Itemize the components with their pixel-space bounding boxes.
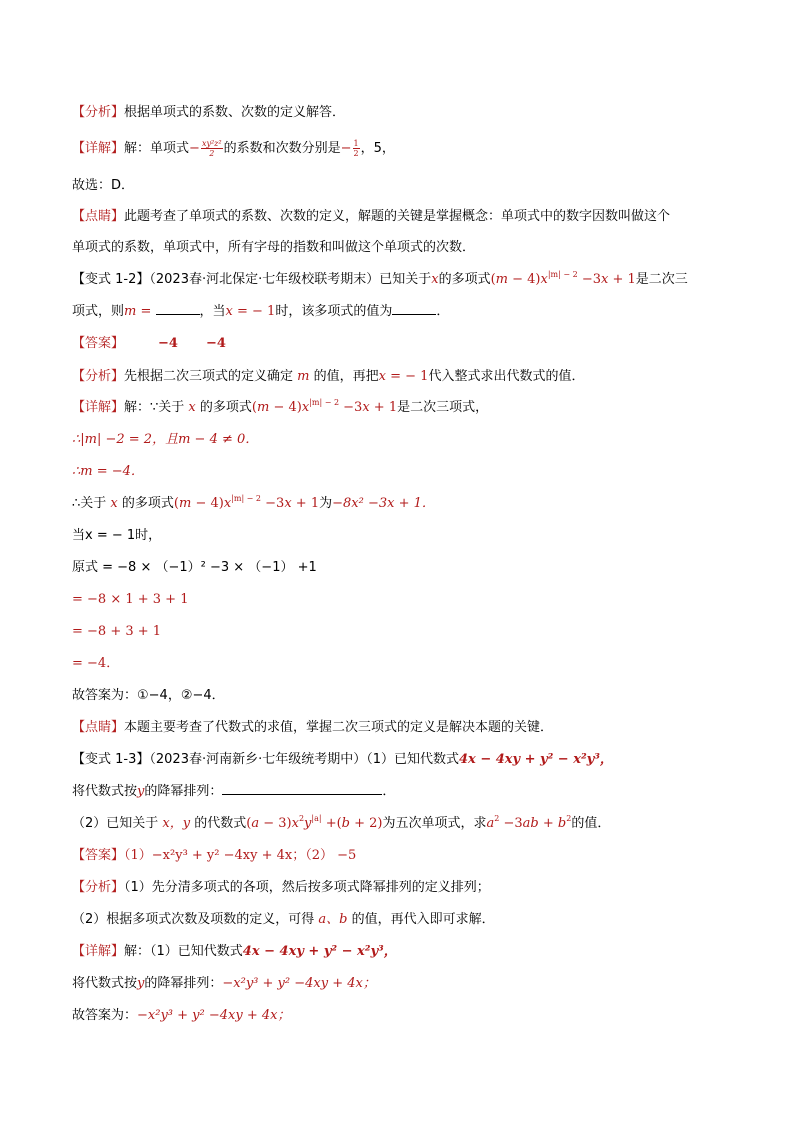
var-ab: a、b [314,912,352,927]
analysis-tag: 【分析】 [72,880,125,895]
answer-blank-3[interactable] [222,782,382,795]
variant-13-source: （2023春·河南新乡·七年级统考期中）（1）已知代数式 [149,752,459,767]
var-xy: x，y [158,816,195,831]
detail-12-6 [72,558,317,578]
variant-12-line-2 [72,302,449,322]
analysis-line-12 [72,367,584,387]
answer-blank-2[interactable] [392,302,436,315]
analysis-13-2a: （2）根据多项式次数及项数的定义，可得 [72,912,315,927]
variant-13-expr: 4x − 4xy + y² − x²y³， [459,752,613,767]
variant-12-tag: 【变式 1-2】 [72,272,150,287]
variant-13-line-2 [72,782,395,802]
degree-five: ，5， [360,141,395,156]
answer-2: −4 [205,336,226,351]
var-y: y [137,976,145,991]
detail-12-10: 故答案为：①−4，②−4． [72,688,225,703]
answer-1: −4 [158,336,178,351]
answer-13: （1）−x²y³ + y² −4xy + 4x；（2） −5 [124,848,357,863]
detail-12-5: 当x = − 1时， [72,528,162,543]
detail-prefix: 解：单项式 [124,141,190,156]
detail-tag: 【详解】 [72,141,125,156]
detail-12-1a: 解：∵关于 [124,400,185,415]
detail-12-1b: 的多项式 [199,400,252,415]
comment-tag: 【点睛】 [72,720,125,735]
variant-12-qa: 的多项式 [438,272,491,287]
answer-blank-1[interactable] [156,302,200,315]
comment-text-1: 此题考查了单项式的系数、次数的定义，解题的关键是掌握概念：单项式中的数字因数叫做这个 [124,209,671,224]
detail-13-3b: −x²y³ + y² −4xy + 4x； [137,1008,291,1023]
m-equals: m = [124,304,156,319]
detail-12-7: = −8 × 1 + 3 + 1 [72,592,189,607]
variant-13-tag: 【变式 1-3】 [72,752,150,767]
analysis-tag: 【分析】 [72,369,125,384]
detail-suffix: 的系数和次数分别是 [223,141,341,156]
analysis-12a: 先根据二次三项式的定义确定 [124,369,294,384]
analysis-13-1: （1）先分清多项式的各项，然后按多项式降幂排列的定义排列； [124,880,490,895]
detail-12-4a: ∴关于 [72,496,107,511]
monomial-fraction [201,139,223,158]
detail-line-13-2 [72,974,376,994]
variant-12-l2a: 项式，则 [72,304,125,319]
detail-12-4c: 为 [319,496,333,511]
half-denominator: 2 [353,149,359,158]
detail-12-9: = −4． [72,656,120,671]
analysis-tag: 【分析】 [72,105,125,120]
detail-line [72,139,395,159]
comment-line-12 [72,718,553,738]
var-x: x [106,496,122,511]
comment-tag: 【点睛】 [72,209,125,224]
detail-12-4 [72,494,435,514]
analysis-line-13 [72,878,490,898]
variant-13-l3c: 为五次单项式，求 [382,816,487,831]
variant-12-end: ． [436,304,450,319]
monomial-expr: $(a - 3)x^2y^{|a|} +(b + 2)$ [246,814,383,831]
analysis-line [72,103,345,123]
fraction-numerator: xy²z² [201,139,222,148]
var-y: y [137,784,145,799]
var-x: x [184,400,200,415]
variant-12-l2c: 时，该多项式的值为 [275,304,393,319]
var-x: x [431,272,439,287]
fraction-denominator: 2 [209,149,215,158]
detail-12-8: = −8 + 3 + 1 [72,624,162,639]
detail-tag: 【详解】 [72,400,125,415]
polynomial-expr: $(m - 4)x^{|m| - 2} -3x + 1$ [251,398,398,415]
detail-line-13-1 [72,942,397,962]
answer-tag: 【答案】 [72,848,125,863]
variant-13-l3a: （2）已知关于 [72,816,159,831]
detail-13-3a: 故答案为： [72,1008,138,1023]
variant-12-source: （2023春·河北保定·七年级校联考期末）已知关于 [149,272,432,287]
minus-sign: − [340,141,352,156]
minus-sign: − [189,141,200,156]
calc-line-1: 原式 = −8 × （−1）² −3 × （−1） +1 [72,560,317,575]
variant-13-l2end: ． [382,784,396,799]
detail-12-4b: 的多项式 [121,496,174,511]
variant-13-l3d: 的值． [571,816,611,831]
target-expr: $a^2 -3ab + b^2$ [486,814,572,831]
result-expr: −8x² −3x + 1． [332,496,435,511]
analysis-text: 根据单项式的系数、次数的定义解答． [124,105,346,120]
variant-13-l2b: 的降幂排列： [144,784,223,799]
variant-12-l2b: ，当 [199,304,226,319]
detail-13-2a: 将代数式按 [72,976,138,991]
variant-12-qb: 是二次三 [635,272,688,287]
detail-tag: 【详解】 [72,944,125,959]
detail-13-2c: −x²y³ + y² −4xy + 4x； [222,976,376,991]
analysis-line-13-2 [72,910,495,930]
comment-line-2: 单项式的系数，单项式中，所有字母的指数和叫做这个单项式的次数． [72,240,476,255]
answer-line-12 [72,334,226,354]
detail-13-1: 解：（1）已知代数式 [124,944,243,959]
detail-12-2: ∴|m| −2 = 2，且m − 4 ≠ 0． [72,432,259,447]
analysis-12b: 的值，再把 [313,369,379,384]
x-substitution: x = − 1 [378,369,429,384]
variant-13-l3b: 的代数式 [194,816,247,831]
detail-line-13-3 [72,1006,290,1026]
detail-13-2b: 的降幂排列： [144,976,223,991]
variant-13-line-1 [72,750,613,770]
detail-12-1c: 是二次三项式， [397,400,489,415]
answer-tag: 【答案】 [72,336,125,351]
analysis-13-2b: 的值，再代入即可求解． [351,912,495,927]
polynomial-expr: $(m - 4)x^{|m| - 2} -3x + 1$ [490,270,636,287]
half-numerator: 1 [353,139,359,148]
detail-12-3: ∴m = −4． [72,464,144,479]
x-value: x = − 1 [225,304,276,319]
detail-line-12-1 [72,398,488,418]
polynomial-expr: $(m - 4)x^{|m| - 2} -3x + 1$ [173,494,320,511]
comment-line-1 [72,207,670,227]
analysis-12c: 代入整式求出代数式的值． [428,369,585,384]
var-m: m [293,369,314,384]
variant-13-line-3 [72,814,610,834]
variant-12-line-1 [72,270,688,290]
variant-13-l2a: 将代数式按 [72,784,138,799]
answer-line-13 [72,846,356,866]
choice-line: 故选：D． [72,178,135,193]
half-fraction [353,139,360,158]
detail-13-expr: 4x − 4xy + y² − x²y³， [242,944,397,959]
comment-12-text: 本题主要考查了代数式的求值，掌握二次三项式的定义是解决本题的关键． [124,720,554,735]
